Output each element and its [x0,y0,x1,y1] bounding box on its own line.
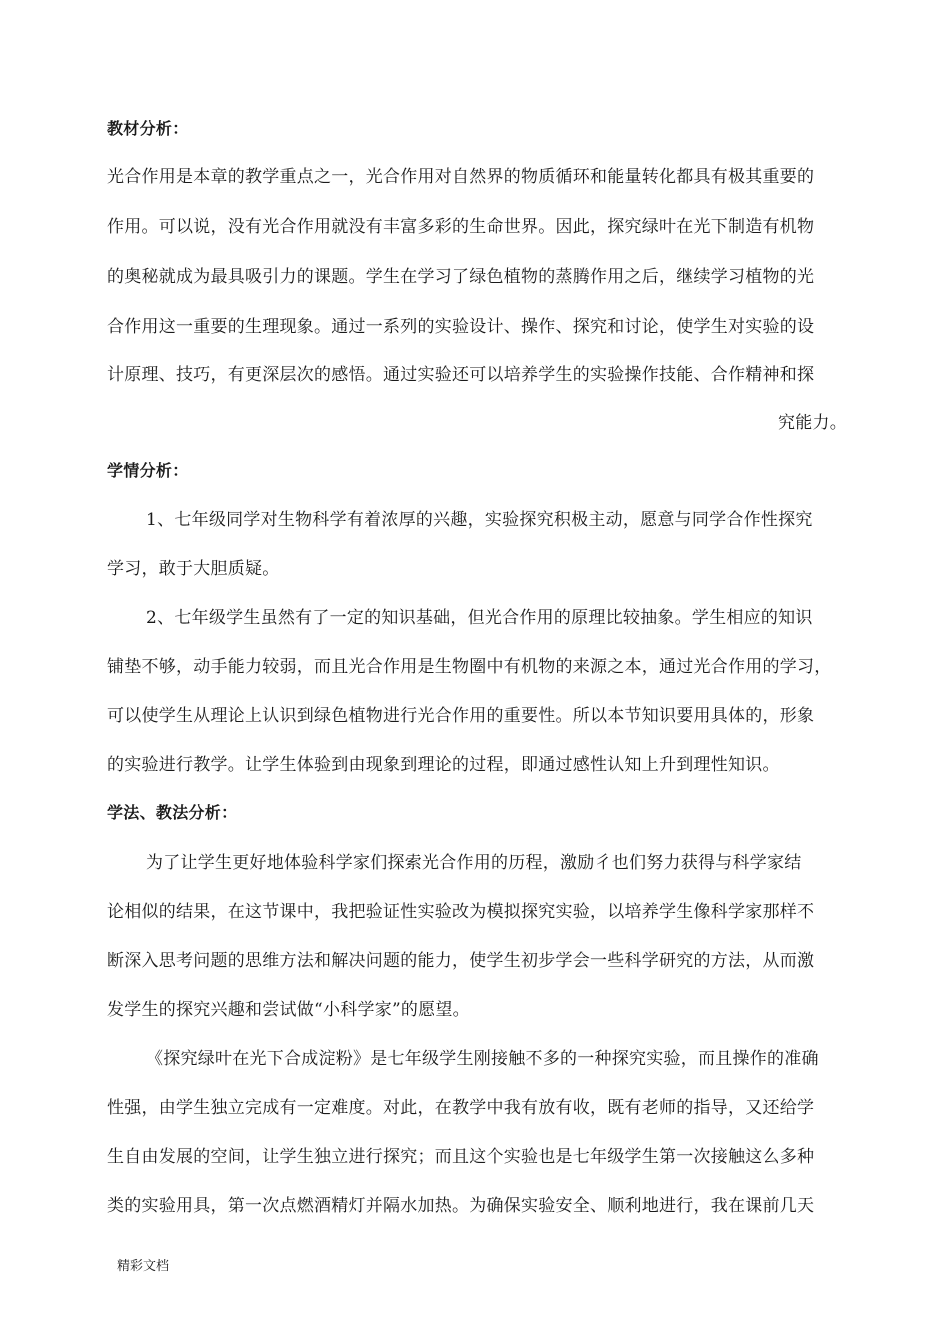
paragraph-line: 性强，由学生独立完成有一定难度。对此，在教学中我有放有收，既有老师的指导，又还给学 [107,1098,815,1118]
heading-learner-analysis: 学情分析： [107,461,189,480]
paragraph-line: 断深入思考问题的思维方法和解决问题的能力，使学生初步学会一些科学研究的方法，从而激 [107,951,815,971]
paragraph-line: 究能力。 [778,413,847,433]
paragraph-line: 作用。可以说，没有光合作用就没有丰富多彩的生命世界。因此，探究绿叶在光下制造有机物 [107,217,815,237]
paragraph-line: 为了让学生更好地体验科学家们探索光合作用的历程，激励彳也们努力获得与科学家结 [146,853,802,873]
paragraph-line: 论相似的结果，在这节课中，我把验证性实验改为模拟探究实验，以培养学生像科学家那样不 [107,902,815,922]
paragraph-line: 发学生的探究兴趣和尝试做“小科学家”的愿望。 [107,1000,470,1020]
paragraph-line: 1、七年级同学对生物科学有着浓厚的兴趣，实验探究积极主动，愿意与同学合作性探究 [146,510,813,530]
paragraph-line: 计原理、技巧，有更深层次的感悟。通过实验还可以培养学生的实验操作技能、合作精神和探 [107,365,815,385]
paragraph-line: 光合作用是本章的教学重点之一，光合作用对自然界的物质循环和能量转化都具有极其重要的 [107,167,815,187]
page-footer: 精彩文档 [117,1259,170,1274]
paragraph-line: 合作用这一重要的生理现象。通过一系列的实验设计、操作、探究和讨论，使学生对实验的设 [107,317,815,337]
paragraph-line: 学习，敢于大胆质疑。 [107,559,280,579]
paragraph-line: 《探究绿叶在光下合成淀粉》是七年级学生刚接触不多的一种探究实验，而且操作的准确 [146,1049,819,1069]
heading-method-analysis: 学法、教法分析： [107,803,238,822]
paragraph-line: 类的实验用具，第一次点燃酒精灯并隔水加热。为确保实验安全、顺利地进行，我在课前几天 [107,1196,815,1216]
paragraph-line: 2、七年级学生虽然有了一定的知识基础，但光合作用的原理比较抽象。学生相应的知识 [146,608,813,628]
paragraph-line: 生自由发展的空间，让学生独立进行探究；而且这个实验也是七年级学生第一次接触这么多种 [107,1147,815,1167]
paragraph-line: 可以使学生从理论上认识到绿色植物进行光合作用的重要性。所以本节知识要用具体的，形象 [107,706,815,726]
paragraph-line: 的实验进行教学。让学生体验到由现象到理论的过程，即通过感性认知上升到理性知识。 [107,755,780,775]
paragraph-line: 铺垫不够，动手能力较弱，而且光合作用是生物圈中有机物的来源之本，通过光合作用的学习， [107,657,832,677]
paragraph-line: 的奥秘就成为最具吸引力的课题。学生在学习了绿色植物的蒸腾作用之后，继续学习植物的光 [107,267,815,287]
heading-textbook-analysis: 教材分析： [107,119,189,138]
